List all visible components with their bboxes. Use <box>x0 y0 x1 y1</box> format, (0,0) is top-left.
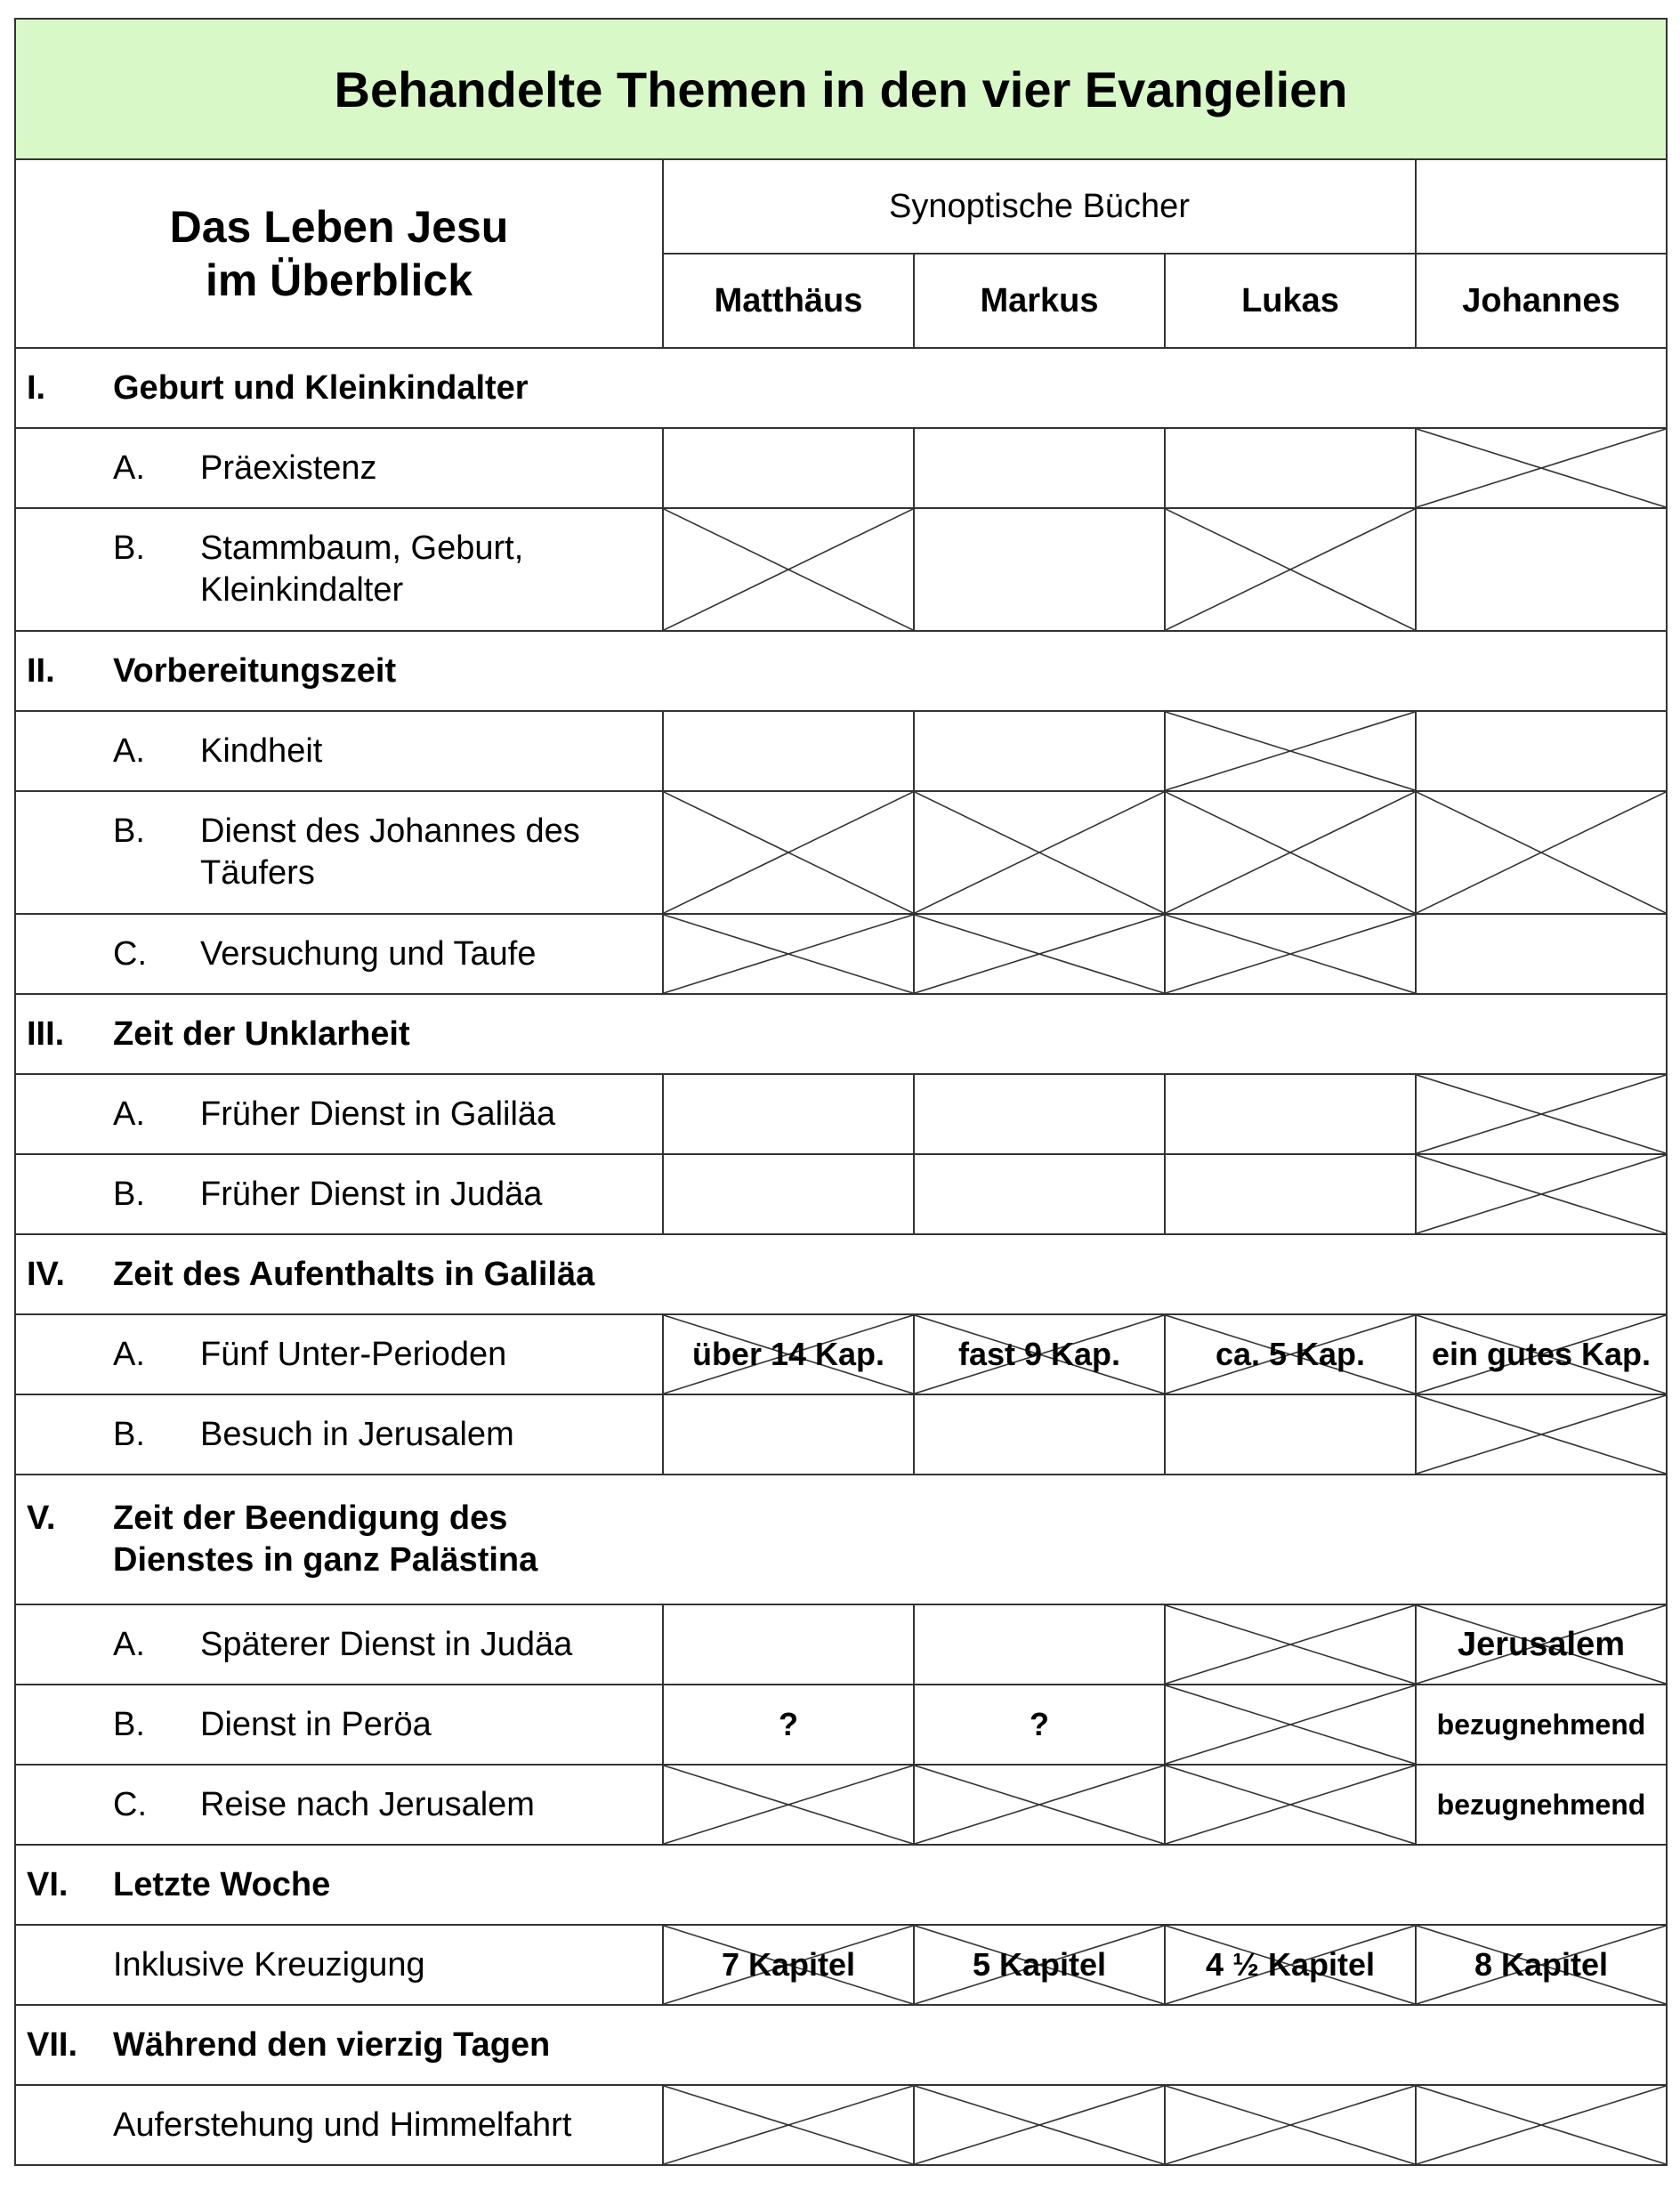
section-row <box>16 631 1666 711</box>
section-number: VII. <box>27 2025 78 2064</box>
cell-matthew <box>663 914 914 994</box>
topic-row <box>16 508 1666 631</box>
column-header-mark: Markus <box>914 254 1165 348</box>
topic-text: Präexistenz <box>200 448 377 487</box>
topic-text: Späterer Dienst in Judäa <box>200 1625 573 1663</box>
cell-john <box>1416 1925 1666 2005</box>
topic-label <box>16 508 663 631</box>
topic-letter: B. <box>113 1705 145 1743</box>
section-number: I. <box>27 368 46 407</box>
cell-john <box>1416 2085 1666 2164</box>
section-title: Vorbereitungszeit <box>113 651 397 690</box>
cell-luke <box>1165 1074 1416 1154</box>
cell-matthew <box>663 1685 914 1765</box>
cell-mark <box>914 711 1165 791</box>
cell-text: bezugnehmend <box>1436 1788 1646 1821</box>
gospel-topics-table <box>16 160 1666 2164</box>
cross-mark-icon <box>1417 792 1666 913</box>
cell-matthew <box>663 508 914 631</box>
cell-mark <box>914 914 1165 994</box>
cell-luke <box>1165 1685 1416 1765</box>
cell-text: ? <box>779 1706 798 1742</box>
cell-matthew <box>663 791 914 914</box>
section-heading <box>16 348 1666 428</box>
cell-john <box>1416 428 1666 508</box>
topic-label <box>16 1925 663 2005</box>
cell-matthew <box>663 1604 914 1685</box>
cell-mark <box>914 791 1165 914</box>
section-number: IV. <box>27 1255 65 1293</box>
topic-row <box>16 1604 1666 1685</box>
column-header-john: Johannes <box>1416 254 1666 348</box>
topic-row <box>16 1925 1666 2005</box>
topic-label <box>16 1604 663 1685</box>
topic-text: Inklusive Kreuzigung <box>113 1945 425 1984</box>
topic-letter: A. <box>113 1625 145 1663</box>
cell-mark <box>914 508 1165 631</box>
section-title: Zeit der Beendigung des Dienstes in ganz Palästina <box>113 1499 538 1579</box>
section-title: Geburt und Kleinkindalter <box>113 368 529 407</box>
cell-matthew <box>663 1394 914 1475</box>
cell-mark <box>914 1685 1165 1765</box>
section-number: II. <box>27 651 55 690</box>
cell-matthew <box>663 428 914 508</box>
cross-mark-icon <box>1417 2086 1666 2164</box>
cell-text: fast 9 Kap. <box>957 1336 1121 1372</box>
cell-mark <box>914 2085 1165 2164</box>
topic-text: Versuchung und Taufe <box>200 934 537 973</box>
chart-title: Behandelte Themen in den vier Evangelien <box>16 20 1666 160</box>
section-title: Zeit der Unklarheit <box>113 1014 410 1053</box>
topic-row <box>16 1074 1666 1154</box>
cell-john <box>1416 1394 1666 1475</box>
section-title: Zeit des Aufenthalts in Galiläa <box>113 1255 595 1293</box>
section-heading <box>16 1845 1666 1925</box>
cell-mark <box>914 1925 1165 2005</box>
topic-letter: B. <box>113 1175 145 1213</box>
cell-matthew <box>663 1925 914 2005</box>
topic-row <box>16 1314 1666 1394</box>
cross-mark-icon <box>1417 1075 1666 1153</box>
cell-john <box>1416 914 1666 994</box>
topic-row <box>16 711 1666 791</box>
cell-luke <box>1165 711 1416 791</box>
topic-label <box>16 711 663 791</box>
topic-letter: A. <box>113 1095 145 1133</box>
topic-text: Dienst in Peröa <box>200 1705 432 1743</box>
cell-luke <box>1165 428 1416 508</box>
cell-text: 8 Kapitel <box>1474 1946 1609 1983</box>
cell-luke <box>1165 914 1416 994</box>
topic-label <box>16 1314 663 1394</box>
gospel-overview-chart <box>14 18 1668 2166</box>
topic-label <box>16 791 663 914</box>
topic-row <box>16 1685 1666 1765</box>
section-heading <box>16 1475 1666 1604</box>
cell-matthew <box>663 1765 914 1845</box>
cell-luke <box>1165 1394 1416 1475</box>
cell-text: über 14 Kap. <box>691 1336 885 1372</box>
cell-john <box>1416 1765 1666 1845</box>
cell-mark <box>914 428 1165 508</box>
section-row <box>16 1475 1666 1604</box>
topic-row <box>16 2085 1666 2164</box>
cross-mark-icon <box>1166 915 1415 993</box>
cross-mark-icon <box>1166 792 1415 913</box>
cross-mark-icon <box>664 2086 913 2164</box>
section-heading <box>16 2005 1666 2085</box>
section-number: VI. <box>27 1865 69 1903</box>
cell-text: 7 Kapitel <box>721 1946 856 1983</box>
section-number: III. <box>27 1014 65 1053</box>
section-row <box>16 1234 1666 1314</box>
cell-luke <box>1165 508 1416 631</box>
topic-text: Früher Dienst in Judäa <box>200 1175 543 1213</box>
section-row <box>16 1845 1666 1925</box>
cross-mark-icon <box>915 792 1164 913</box>
cross-mark-icon <box>1417 1155 1666 1233</box>
cross-mark-icon <box>1166 712 1415 790</box>
cross-mark-icon <box>1166 1685 1415 1764</box>
synoptic-books-header: Synoptische Bücher <box>663 160 1416 254</box>
cell-matthew <box>663 1314 914 1394</box>
topic-label <box>16 1765 663 1845</box>
cross-mark-icon <box>1417 1395 1666 1474</box>
cell-luke <box>1165 1314 1416 1394</box>
cell-john <box>1416 1604 1666 1685</box>
cross-mark-icon <box>664 509 913 630</box>
cell-john <box>1416 711 1666 791</box>
cell-john <box>1416 1154 1666 1234</box>
topic-text: Besuch in Jerusalem <box>200 1415 514 1453</box>
heading-line-1: Das Leben Jesu <box>169 202 509 252</box>
cross-mark-icon <box>664 792 913 913</box>
section-heading <box>16 631 1666 711</box>
column-header-matthew: Matthäus <box>663 254 914 348</box>
cell-matthew <box>663 1154 914 1234</box>
header-empty-cell <box>1416 160 1666 254</box>
cross-mark-icon <box>1417 429 1666 507</box>
cell-mark <box>914 1314 1165 1394</box>
cell-john <box>1416 1314 1666 1394</box>
cell-mark <box>914 1604 1165 1685</box>
cross-mark-icon <box>915 2086 1164 2164</box>
cell-matthew <box>663 2085 914 2164</box>
topic-text: Fünf Unter-Perioden <box>200 1335 507 1373</box>
topic-row <box>16 1765 1666 1845</box>
section-title: Während den vierzig Tagen <box>113 2025 551 2064</box>
section-number: V. <box>27 1499 56 1537</box>
cell-mark <box>914 1765 1165 1845</box>
topic-label <box>16 2085 663 2164</box>
topic-letter: C. <box>113 1785 147 1823</box>
cell-luke <box>1165 2085 1416 2164</box>
cross-mark-icon <box>1166 509 1415 630</box>
topic-text: Kindheit <box>200 731 323 770</box>
cross-mark-icon <box>915 1766 1164 1844</box>
topic-label <box>16 1685 663 1765</box>
cross-mark-icon <box>1166 2086 1415 2164</box>
topic-letter: A. <box>113 731 145 770</box>
cell-john <box>1416 1074 1666 1154</box>
topic-label <box>16 1154 663 1234</box>
topic-row <box>16 791 1666 914</box>
topic-text: Stammbaum, Geburt, Kleinkindalter <box>200 529 524 609</box>
cell-matthew <box>663 711 914 791</box>
cross-mark-icon <box>1166 1605 1415 1684</box>
cell-luke <box>1165 1925 1416 2005</box>
section-heading <box>16 994 1666 1074</box>
topic-text: Reise nach Jerusalem <box>200 1785 535 1823</box>
topic-text: Früher Dienst in Galiläa <box>200 1095 556 1133</box>
topic-row <box>16 428 1666 508</box>
cell-text: ein gutes Kap. <box>1431 1336 1652 1372</box>
life-of-jesus-heading <box>16 160 663 348</box>
cross-mark-icon <box>664 1766 913 1844</box>
cell-mark <box>914 1074 1165 1154</box>
table-body <box>16 348 1666 2164</box>
section-title: Letzte Woche <box>113 1865 331 1903</box>
topic-letter: B. <box>113 529 145 567</box>
topic-letter: A. <box>113 448 145 487</box>
topic-letter: A. <box>113 1335 145 1373</box>
cell-text: bezugnehmend <box>1436 1708 1646 1741</box>
section-row <box>16 994 1666 1074</box>
cell-text: ? <box>1030 1706 1049 1742</box>
cell-luke <box>1165 1604 1416 1685</box>
topic-label <box>16 1074 663 1154</box>
topic-text: Dienst des Johannes des Täufers <box>200 812 580 892</box>
section-heading <box>16 1234 1666 1314</box>
cell-john <box>1416 791 1666 914</box>
topic-letter: B. <box>113 1415 145 1453</box>
cross-mark-icon <box>915 915 1164 993</box>
topic-label <box>16 914 663 994</box>
cell-john <box>1416 1685 1666 1765</box>
cell-text: ca. 5 Kap. <box>1215 1336 1366 1372</box>
cell-mark <box>914 1394 1165 1475</box>
cell-text: 5 Kapitel <box>972 1946 1107 1983</box>
cell-john <box>1416 508 1666 631</box>
cell-matthew <box>663 1074 914 1154</box>
cell-mark <box>914 1154 1165 1234</box>
cell-luke <box>1165 1154 1416 1234</box>
section-row <box>16 348 1666 428</box>
topic-label <box>16 1394 663 1475</box>
heading-line-2: im Überblick <box>205 255 473 305</box>
topic-row <box>16 1154 1666 1234</box>
cross-mark-icon <box>664 915 913 993</box>
section-row <box>16 2005 1666 2085</box>
cell-luke <box>1165 1765 1416 1845</box>
topic-text: Auferstehung und Himmelfahrt <box>113 2105 572 2144</box>
topic-letter: B. <box>113 812 145 850</box>
cell-luke <box>1165 791 1416 914</box>
topic-letter: C. <box>113 934 147 973</box>
column-header-luke: Lukas <box>1165 254 1416 348</box>
topic-row <box>16 1394 1666 1475</box>
cell-text: 4 ½ Kapitel <box>1205 1946 1376 1983</box>
topic-label <box>16 428 663 508</box>
topic-row <box>16 914 1666 994</box>
cross-mark-icon <box>1166 1766 1415 1844</box>
cell-text: Jerusalem <box>1457 1625 1625 1663</box>
